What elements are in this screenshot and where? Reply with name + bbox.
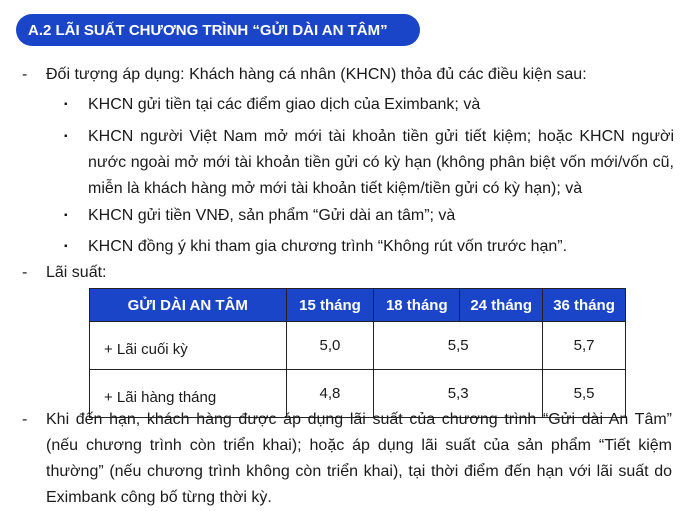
table-header-cell: 24 tháng — [460, 289, 543, 322]
rate-cell: 5,5 — [543, 370, 626, 418]
table-row — [90, 322, 626, 370]
row-label: + Lãi hàng tháng — [90, 370, 287, 418]
dash-marker: - — [22, 264, 28, 281]
maturity-text: Khi đến hạn, khách hàng được áp dụng lãi suất của chương trình “Gửi dài An Tâm” (nếu chương trình còn triển khai); hoặc áp dụng lãi suất của sản phẩm “Tiết kiệm thường” (nếu chương trình không còn triển khai), tại thời điểm đến hạn với lãi suất do Eximbank công bố từng thời kỳ. — [46, 411, 672, 506]
eligibility-item-3: KHCN gửi tiền VNĐ, sản phẩm “Gửi dài an tâm”; và — [88, 207, 456, 224]
table-header-cell: GỬI DÀI AN TÂM — [90, 289, 287, 322]
bullet-marker: ▪ — [64, 210, 68, 221]
bullet-marker: ▪ — [64, 131, 68, 142]
rate-cell: 5,3 — [374, 370, 543, 418]
bullet-marker: ▪ — [64, 241, 68, 252]
eligibility-item-2: KHCN người Việt Nam mở mới tài khoản tiền gửi tiết kiệm; hoặc KHCN người nước ngoài mở mới tài khoản tiền gửi có kỳ hạn (không phân biệt vốn mới/vốn cũ, miễn là khách hàng mở mới tài khoản tiết kiệm/tiền gửi có kỳ hạn); và — [88, 128, 674, 197]
table-header-cell: 36 tháng — [543, 289, 626, 322]
dash-marker: - — [22, 66, 28, 83]
row-label: + Lãi cuối kỳ — [90, 322, 287, 370]
rates-table — [89, 288, 626, 418]
section-title: A.2 LÃI SUẤT CHƯƠNG TRÌNH “GỬI DÀI AN TÂM” — [28, 21, 388, 39]
section-header — [16, 14, 420, 46]
eligibility-intro: Đối tượng áp dụng: Khách hàng cá nhân (KHCN) thỏa đủ các điều kiện sau: — [46, 66, 587, 83]
rates-label: Lãi suất: — [46, 264, 107, 281]
eligibility-item-4: KHCN đồng ý khi tham gia chương trình “Không rút vốn trước hạn”. — [88, 238, 568, 255]
table-header-cell: 18 tháng — [374, 289, 460, 322]
table-header-cell: 15 tháng — [286, 289, 374, 322]
eligibility-item-1: KHCN gửi tiền tại các điểm giao dịch của Eximbank; và — [88, 96, 481, 113]
rate-cell: 5,5 — [374, 322, 543, 370]
bullet-marker: ▪ — [64, 99, 68, 110]
table-header-row — [90, 289, 626, 322]
rate-cell: 5,0 — [286, 322, 374, 370]
rate-cell: 5,7 — [543, 322, 626, 370]
rate-cell: 4,8 — [286, 370, 374, 418]
dash-marker: - — [22, 411, 28, 428]
